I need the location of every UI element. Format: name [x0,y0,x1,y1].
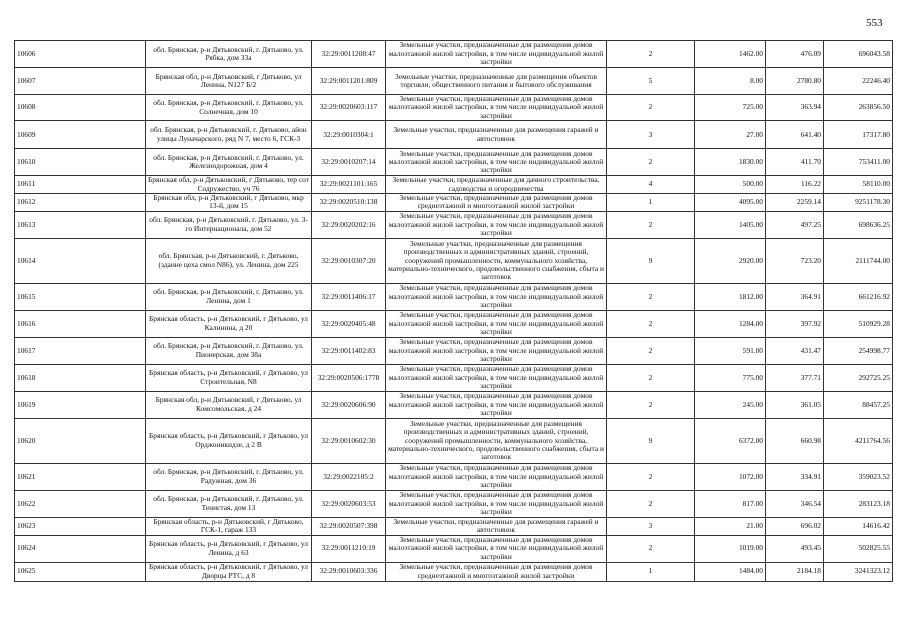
row-area: 591.00 [695,337,766,364]
row-permitted-use: Земельные участки, предназначенные для размещения гаражей и автостоянок [386,121,607,149]
row-number: 10622 [15,490,146,517]
row-area: 6372.00 [695,418,766,463]
row-permitted-use: Земельные участки, предназначенные для размещения домов малоэтажной жилой застройки, в том числе индивидуальной жилой застройки [386,391,607,418]
row-specific-value: 334.91 [766,463,824,490]
row-specific-value: 116.22 [766,176,824,194]
row-area: 2920.00 [695,238,766,283]
row-use-group: 2 [607,535,695,562]
row-number: 10613 [15,211,146,238]
row-address: Брянская обл, р-н Дятьковский, г Дятьково, ул Комсомольская, д 24 [146,391,312,418]
row-cadastral-value: 698636.25 [824,211,893,238]
row-cadastral-value: 58110.00 [824,176,893,194]
row-number: 10608 [15,95,146,121]
table-body [15,41,893,582]
row-cadastral-value: 9251178.30 [824,194,893,212]
row-address: Брянская область, р-н Дятьковский, г Дятьково, ул Строительная, N8 [146,364,312,391]
row-area: 245.00 [695,391,766,418]
row-number: 10616 [15,310,146,337]
row-number: 10618 [15,364,146,391]
table-row [15,121,893,149]
row-cadastral-value: 4211764.56 [824,418,893,463]
row-cadastral-number: 32:29:0020507:398 [312,517,386,535]
row-cadastral-number: 32:29:0020202:16 [312,211,386,238]
row-cadastral-value: 696043.58 [824,41,893,68]
row-number: 10617 [15,337,146,364]
row-cadastral-number: 32:29:0011208:47 [312,41,386,68]
table-row [15,149,893,176]
row-area: 817.00 [695,490,766,517]
row-address: обл. Брянская, р-н Дятьковский, г. Дятьково, айон улицы Луначарского, ряд N 7, место 6, ГСК-3 [146,121,312,149]
row-cadastral-value: 359023.52 [824,463,893,490]
row-use-group: 2 [607,463,695,490]
row-address: Брянская обл, р-н Дятьковский, г Дятьково, ул Ленина, N127 Б/2 [146,68,312,95]
row-cadastral-value: 254998.77 [824,337,893,364]
row-address: Брянская обл, р-н Дятьковский, г Дятьково, мкр 13-й, дом 15 [146,194,312,212]
row-permitted-use: Земельные участки, предназначенные для размещения домов малоэтажной жилой застройки, в том числе индивидуальной жилой застройки [386,337,607,364]
row-permitted-use: Земельные участки, предназначенные для размещения объектов торговли, общественного питания и бытового обслуживания [386,68,607,95]
row-specific-value: 2184.18 [766,562,824,581]
row-permitted-use: Земельные участки, предназначенные для размещения домов малоэтажной жилой застройки, в том числе индивидуальной жилой застройки [386,463,607,490]
row-use-group: 9 [607,418,695,463]
row-specific-value: 397.92 [766,310,824,337]
row-permitted-use: Земельные участки, предназначенные для размещения гаражей и автостоянок [386,517,607,535]
row-address: обл. Брянская, р-н Дятьковский, г. Дятьково, ул. Радужная, дом 36 [146,463,312,490]
row-permitted-use: Земельные участки, предназначенные для размещения производственных и административных зданий, строений, сооружений промышленности, коммунального хозяйства, материально-технического, продовольственного снабжения, сбыта и заготовок [386,418,607,463]
row-cadastral-number: 32:29:0010307:20 [312,238,386,283]
row-use-group: 2 [607,283,695,310]
row-cadastral-number: 32:29:0010304:1 [312,121,386,149]
row-specific-value: 364.91 [766,283,824,310]
row-number: 10620 [15,418,146,463]
row-use-group: 4 [607,176,695,194]
row-cadastral-value: 292725.25 [824,364,893,391]
row-area: 21.00 [695,517,766,535]
row-cadastral-value: 661216.92 [824,283,893,310]
row-permitted-use: Земельные участки, предназначенные для дачного строительства, садоводства и огородничества [386,176,607,194]
table-row [15,337,893,364]
row-use-group: 3 [607,517,695,535]
row-specific-value: 696.02 [766,517,824,535]
row-permitted-use: Земельные участки, предназначенные для размещения домов малоэтажной жилой застройки, в том числе индивидуальной жилой застройки [386,535,607,562]
table-row [15,238,893,283]
row-cadastral-number: 32:29:0020405:48 [312,310,386,337]
row-cadastral-number: 32:29:0010602:30 [312,418,386,463]
row-area: 1830.00 [695,149,766,176]
table-row [15,176,893,194]
table-row [15,418,893,463]
row-permitted-use: Земельные участки, предназначенные для размещения домов малоэтажной жилой застройки, в том числе индивидуальной жилой застройки [386,211,607,238]
row-area: 8.00 [695,68,766,95]
row-address: обл. Брянская, р-н Дятьковский, г. Дятьково, ул. Солнечная, дом 10 [146,95,312,121]
row-area: 725.00 [695,95,766,121]
row-use-group: 2 [607,41,695,68]
row-cadastral-value: 17317.80 [824,121,893,149]
row-address: Брянская область, р-н Дятьковский, г Дятьково, ул Калинина, д 20 [146,310,312,337]
row-cadastral-number: 32:29:0011406:17 [312,283,386,310]
table-row [15,562,893,581]
table-row [15,194,893,212]
row-permitted-use: Земельные участки, предназначенные для размещения домов малоэтажной жилой застройки, в том числе индивидуальной жилой застройки [386,149,607,176]
row-specific-value: 363.94 [766,95,824,121]
row-number: 10615 [15,283,146,310]
table-row [15,463,893,490]
row-specific-value: 377.71 [766,364,824,391]
row-specific-value: 660.98 [766,418,824,463]
table-row [15,364,893,391]
row-cadastral-number: 32:29:0011402:83 [312,337,386,364]
row-number: 10619 [15,391,146,418]
row-cadastral-number: 32:29:0020603:117 [312,95,386,121]
row-area: 1484.00 [695,562,766,581]
table-row [15,41,893,68]
table-row [15,95,893,121]
row-use-group: 2 [607,149,695,176]
row-cadastral-value: 510929.28 [824,310,893,337]
table-row [15,490,893,517]
row-address: обл. Брянская, р-н Дятьковский, г. Дятьково, ул. Ленина, дом 1 [146,283,312,310]
row-area: 1019.00 [695,535,766,562]
row-use-group: 2 [607,364,695,391]
row-cadastral-value: 22246.40 [824,68,893,95]
row-specific-value: 2780.80 [766,68,824,95]
row-permitted-use: Земельные участки, предназначенные для размещения домов малоэтажной жилой застройки, в том числе индивидуальной жилой застройки [386,310,607,337]
row-permitted-use: Земельные участки, предназначенные для размещения производственных и административных зданий, строений, сооружений промышленности, коммунального хозяйства, материально-технического, продовольственного снабжения, сбыта и заготовок [386,238,607,283]
row-use-group: 2 [607,337,695,364]
row-area: 500.00 [695,176,766,194]
row-address: обл. Брянская, р-н Дятьковский, г. Дятьково, (здание цеха смол N86), ул. Ленина, дом 225 [146,238,312,283]
row-specific-value: 346.54 [766,490,824,517]
row-number: 10612 [15,194,146,212]
row-cadastral-number: 32:29:0020606:90 [312,391,386,418]
row-address: Брянская область, р-н Дятьковский, г Дятьково, ГСК-1, гараж 133 [146,517,312,535]
row-cadastral-number: 32:29:0020603:53 [312,490,386,517]
row-area: 1462.00 [695,41,766,68]
row-use-group: 2 [607,211,695,238]
row-use-group: 3 [607,121,695,149]
row-address: обл. Брянская, р-н Дятьковский, г. Дятьково, ул. Тенистая, дом 13 [146,490,312,517]
row-area: 775.00 [695,364,766,391]
row-cadastral-number: 32:29:0020506:1778 [312,364,386,391]
row-cadastral-number: 32:29:0011210:19 [312,535,386,562]
row-permitted-use: Земельные участки, предназначенные для размещения домов малоэтажной жилой застройки, в том числе индивидуальной жилой застройки [386,41,607,68]
row-number: 10623 [15,517,146,535]
row-permitted-use: Земельные участки, предназначенные для размещения домов среднеэтажной и многоэтажной жилой застройки [386,562,607,581]
row-number: 10611 [15,176,146,194]
row-permitted-use: Земельные участки, предназначенные для размещения домов малоэтажной жилой застройки, в том числе индивидуальной жилой застройки [386,490,607,517]
row-cadastral-number: 32:29:0020510:138 [312,194,386,212]
row-number: 10606 [15,41,146,68]
row-specific-value: 497.25 [766,211,824,238]
row-area: 1072.00 [695,463,766,490]
row-use-group: 2 [607,490,695,517]
row-use-group: 9 [607,238,695,283]
row-permitted-use: Земельные участки, предназначенные для размещения домов малоэтажной жилой застройки, в том числе индивидуальной жилой застройки [386,95,607,121]
row-area: 1405.00 [695,211,766,238]
table-row [15,517,893,535]
row-use-group: 5 [607,68,695,95]
row-cadastral-number: 32:29:0010207:14 [312,149,386,176]
row-permitted-use: Земельные участки, предназначенные для размещения домов среднеэтажной и многоэтажной жилой застройки [386,194,607,212]
row-permitted-use: Земельные участки, предназначенные для размещения домов малоэтажной жилой застройки, в том числе индивидуальной жилой застройки [386,364,607,391]
row-cadastral-value: 263856.50 [824,95,893,121]
row-area: 27.00 [695,121,766,149]
row-address: обл. Брянская, р-н Дятьковский, г. Дятьково, ул. Железнодорожная, дом 4 [146,149,312,176]
page-number: 553 [866,17,883,29]
row-use-group: 1 [607,194,695,212]
row-cadastral-value: 502825.55 [824,535,893,562]
table-row [15,283,893,310]
row-cadastral-number: 32:29:0010603:336 [312,562,386,581]
row-number: 10624 [15,535,146,562]
row-address: Брянская область, р-н Дятьковский, г Дятьково, ул Дворцы РТС, д 8 [146,562,312,581]
row-address: обл. Брянская, р-н Дятьковский, г. Дятьково, ул. Пионерская, дом 38а [146,337,312,364]
row-specific-value: 411.70 [766,149,824,176]
row-use-group: 1 [607,562,695,581]
row-specific-value: 493.45 [766,535,824,562]
table-row [15,535,893,562]
row-area: 4095.00 [695,194,766,212]
row-number: 10621 [15,463,146,490]
table-row [15,391,893,418]
row-specific-value: 361.05 [766,391,824,418]
table-row [15,68,893,95]
row-specific-value: 2259.14 [766,194,824,212]
row-cadastral-value: 3241323.12 [824,562,893,581]
row-number: 10625 [15,562,146,581]
row-cadastral-value: 753411.00 [824,149,893,176]
row-cadastral-number: 32:29:0011201:809 [312,68,386,95]
row-address: обл. Брянская, р-н Дятьковский, г. Дятьково, ул. 3-го Интернационала, дом 52 [146,211,312,238]
row-cadastral-value: 2111744.00 [824,238,893,283]
row-number: 10607 [15,68,146,95]
row-number: 10614 [15,238,146,283]
row-cadastral-value: 14616.42 [824,517,893,535]
row-specific-value: 723.20 [766,238,824,283]
row-specific-value: 476.09 [766,41,824,68]
row-area: 1284.00 [695,310,766,337]
cadastral-value-table [14,40,893,582]
row-address: обл. Брянская, р-н Дятьковский, г. Дятьково, ул. Рябка, дом 33а [146,41,312,68]
row-specific-value: 641.40 [766,121,824,149]
row-address: Брянская область, р-н Дятьковский, г Дятьково, ул Орджоникидзе, д 2 В [146,418,312,463]
row-cadastral-number: 32:29:0022105:2 [312,463,386,490]
row-number: 10610 [15,149,146,176]
table-row [15,211,893,238]
row-cadastral-value: 283123.18 [824,490,893,517]
row-area: 1812.00 [695,283,766,310]
table-row [15,310,893,337]
row-permitted-use: Земельные участки, предназначенные для размещения домов малоэтажной жилой застройки, в том числе индивидуальной жилой застройки [386,283,607,310]
row-address: Брянская область, р-н Дятьковский, г Дятьково, ул Ленина, д 63 [146,535,312,562]
row-specific-value: 431.47 [766,337,824,364]
row-use-group: 2 [607,95,695,121]
row-address: Брянская обл, р-н Дятьковский, г Дятьково, тер сот Содружество, уч 76 [146,176,312,194]
row-cadastral-value: 88457.25 [824,391,893,418]
row-number: 10609 [15,121,146,149]
row-use-group: 2 [607,391,695,418]
row-use-group: 2 [607,310,695,337]
row-cadastral-number: 32:29:0021101:165 [312,176,386,194]
